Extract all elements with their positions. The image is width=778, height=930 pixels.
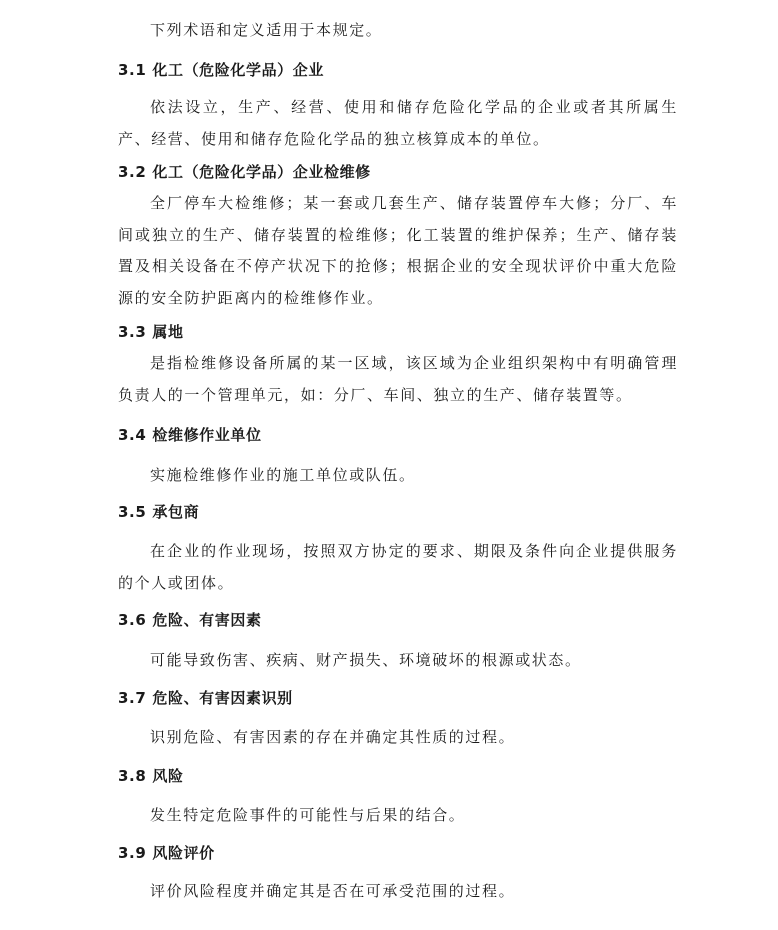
- section-number: 3.1: [118, 61, 147, 79]
- section-number: 3.7: [118, 689, 147, 707]
- section-body: 实施检维修作业的施工单位或队伍。: [150, 466, 416, 484]
- section-body: 是指检维修设备所属的某一区域，该区域为企业组织架构中有明确管理负责人的一个管理单元，如：分厂、车间、独立的生产、储存装置等。: [118, 354, 678, 404]
- section-title: 检维修作业单位: [152, 426, 262, 444]
- section-title: 危险、有害因素识别: [152, 689, 293, 707]
- intro-text: 下列术语和定义适用于本规定。: [150, 21, 383, 39]
- section-body: 评价风险程度并确定其是否在可承受范围的过程。: [150, 882, 516, 900]
- section-body: 在企业的作业现场，按照双方协定的要求、期限及条件向企业提供服务的个人或团体。: [118, 542, 678, 592]
- section-heading: [118, 322, 184, 342]
- section-number: 3.9: [118, 844, 147, 862]
- section-title: 风险评价: [152, 844, 215, 862]
- section-title: 承包商: [152, 503, 200, 521]
- section-body: 依法设立，生产、经营、使用和储存危险化学品的企业或者其所属生产、经营、使用和储存危险化学品的独立核算成本的单位。: [118, 98, 678, 148]
- section-number: 3.4: [118, 426, 147, 444]
- section-title: 化工（危险化学品）企业: [152, 61, 324, 79]
- section-number: 3.8: [118, 767, 147, 785]
- section-body: 可能导致伤害、疾病、财产损失、环境破坏的根源或状态。: [150, 651, 582, 669]
- section-heading: [118, 843, 215, 863]
- section-number: 3.2: [118, 163, 147, 181]
- section-body: 发生特定危险事件的可能性与后果的结合。: [150, 806, 466, 824]
- section-title: 危险、有害因素: [152, 611, 262, 629]
- section-heading: [118, 610, 262, 630]
- section-heading: [118, 688, 293, 708]
- section-heading: [118, 60, 324, 80]
- section-number: 3.5: [118, 503, 147, 521]
- section-number: 3.3: [118, 323, 147, 341]
- section-title: 化工（危险化学品）企业检维修: [152, 163, 371, 181]
- section-number: 3.6: [118, 611, 147, 629]
- section-title: 属地: [152, 323, 184, 341]
- section-heading: [118, 766, 184, 786]
- section-body: 识别危险、有害因素的存在并确定其性质的过程。: [150, 728, 516, 746]
- section-heading: [118, 502, 199, 522]
- section-heading: [118, 162, 371, 182]
- section-title: 风险: [152, 767, 184, 785]
- section-body: 全厂停车大检维修；某一套或几套生产、储存装置停车大修；分厂、车间或独立的生产、储存装置的检维修；化工装置的维护保养；生产、储存装置及相关设备在不停产状况下的抢修；根据企业的安全现状评价中重大危险源的安全防护距离内的检维修作业。: [118, 194, 678, 307]
- section-heading: [118, 425, 262, 445]
